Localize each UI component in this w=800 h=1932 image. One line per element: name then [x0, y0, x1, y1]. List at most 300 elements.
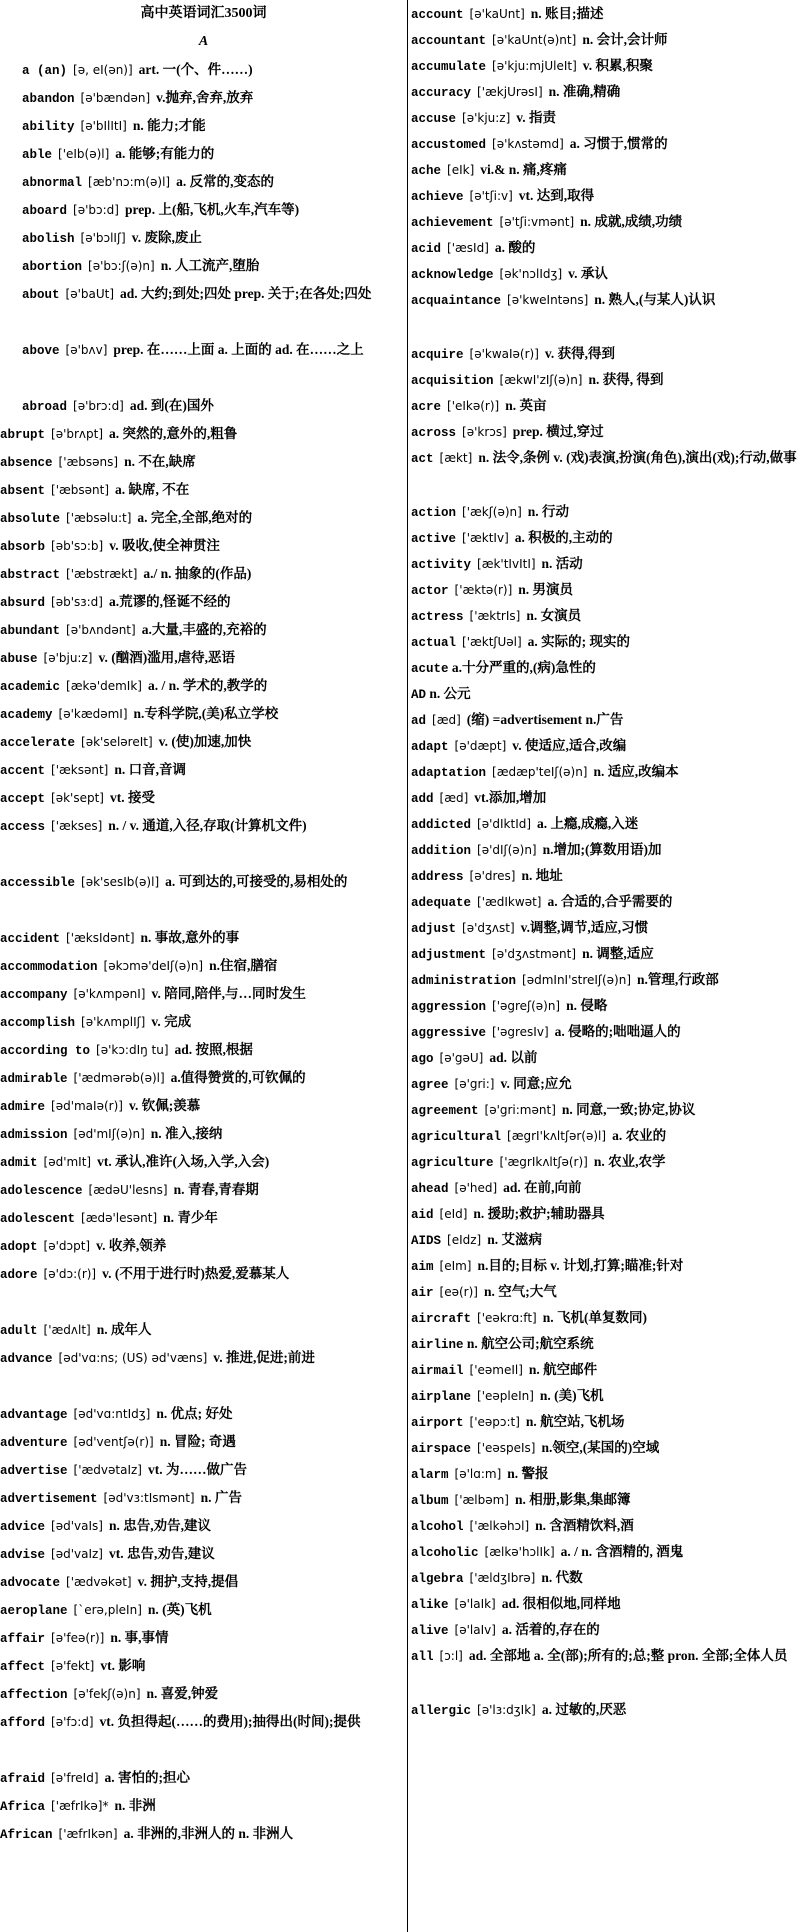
- entry-phonetic: [ælkə'hɔlIk]: [484, 1545, 555, 1559]
- entry-phonetic: [ə'kweIntəns]: [507, 293, 589, 307]
- entry-word: actual: [411, 636, 457, 650]
- entry-word: advocate: [0, 1576, 61, 1590]
- entry-definition: n. 航空公司;航空系统: [466, 1336, 594, 1351]
- entry-word: affection: [0, 1688, 68, 1702]
- entry-phonetic: ['æfrIkən]: [58, 1827, 118, 1841]
- dictionary-entry: [411, 1538, 800, 1564]
- entry-word: alive: [411, 1624, 449, 1638]
- dictionary-entry: [0, 1064, 407, 1092]
- entry-definition: n. 准入,接纳: [150, 1126, 223, 1141]
- entry-word: all: [411, 1650, 434, 1664]
- entry-definition: a. 上瘾,成瘾,入迷: [537, 816, 639, 831]
- entry-word: accustomed: [411, 138, 487, 152]
- entry-definition: n.住宿,膳宿: [209, 958, 278, 973]
- entry-definition: n. 援助;救护;辅助器具: [473, 1206, 605, 1221]
- entry-word: adult: [0, 1324, 38, 1338]
- entry-phonetic: [ə'baUt]: [65, 287, 115, 301]
- entry-definition: n. 获得, 得到: [588, 372, 664, 387]
- entry-word: adventure: [0, 1436, 68, 1450]
- entry-word: alcoholic: [411, 1546, 479, 1560]
- entry-word: ago: [411, 1052, 434, 1066]
- entry-definition: vi.& n. 痛,疼痛: [480, 162, 567, 177]
- dictionary-entry: [411, 286, 800, 340]
- entry-phonetic: ['ædmərəb(ə)l]: [73, 1071, 165, 1085]
- entry-definition: v. 吸收,使全神贯注: [109, 538, 220, 553]
- entry-definition: n. 人工流产,堕胎: [160, 258, 260, 273]
- dictionary-entry: [411, 130, 800, 156]
- entry-word: accent: [0, 764, 46, 778]
- dictionary-entry: [411, 914, 800, 940]
- entry-definition: a. 可到达的,可接受的,易相处的: [165, 874, 348, 889]
- entry-word: acquaintance: [411, 294, 502, 308]
- entry-phonetic: [ə'bIlItI]: [80, 119, 127, 133]
- entry-phonetic: [ə'kaUnt(ə)nt]: [492, 33, 577, 47]
- dictionary-entry: [0, 1036, 407, 1064]
- entry-word: aboard: [22, 204, 68, 218]
- dictionary-entry: [0, 1316, 407, 1344]
- entry-word: absorb: [0, 540, 46, 554]
- entry-word: accumulate: [411, 60, 487, 74]
- entry-phonetic: [ədmInI'streIʃ(ə)n]: [522, 973, 631, 987]
- dictionary-entry: [0, 924, 407, 952]
- entry-word: activity: [411, 558, 472, 572]
- entry-phonetic: [ə'lɑ:m]: [454, 1467, 502, 1481]
- entry-definition: n. 英亩: [505, 398, 547, 413]
- dictionary-entry: [411, 78, 800, 104]
- entry-definition: a. 过敏的,厌恶: [541, 1702, 627, 1717]
- dictionary-entry: [411, 940, 800, 966]
- entry-word: ahead: [411, 1182, 449, 1196]
- dictionary-entry: [411, 1696, 800, 1722]
- entry-definition: vt. 接受: [109, 790, 155, 805]
- entry-word: actress: [411, 610, 464, 624]
- entry-phonetic: [eIm]: [439, 1259, 472, 1273]
- dictionary-entry: [411, 156, 800, 182]
- entry-phonetic: [æb'nɔ:m(ə)l]: [88, 175, 171, 189]
- entry-word: air: [411, 1286, 434, 1300]
- entry-phonetic: [əd'vaIz]: [51, 1547, 103, 1561]
- entry-phonetic: [ə'kaUnt]: [469, 7, 525, 21]
- entry-phonetic: [ə'freId]: [51, 1771, 99, 1785]
- entry-definition: a. 能够;有能力的: [115, 146, 215, 161]
- entry-definition: n.管理,行政部: [637, 972, 719, 987]
- dictionary-entry: [411, 1590, 800, 1616]
- entry-phonetic: [ə'kʌstəmd]: [492, 137, 564, 151]
- dictionary-entry: [0, 1680, 407, 1708]
- entry-definition: n. 准确,精确: [548, 84, 621, 99]
- dictionary-entry: [411, 444, 800, 498]
- dictionary-entry: [0, 756, 407, 784]
- entry-word: aggression: [411, 1000, 487, 1014]
- dictionary-entry: [0, 1596, 407, 1624]
- dictionary-entry: [0, 812, 407, 868]
- entry-definition: vt. 影响: [100, 1658, 146, 1673]
- dictionary-entry: [411, 862, 800, 888]
- entry-word: academic: [0, 680, 61, 694]
- entry-word: aid: [411, 1208, 434, 1222]
- dictionary-entry: [411, 104, 800, 130]
- entry-word: addition: [411, 844, 472, 858]
- entry-phonetic: ['ælkəhɔl]: [469, 1519, 530, 1533]
- entry-definition: v. 积累,积聚: [582, 58, 653, 73]
- dictionary-entry: [411, 208, 800, 234]
- dictionary-entry: [411, 1642, 800, 1696]
- entry-definition: n. 警报: [507, 1466, 549, 1481]
- entry-phonetic: [əd'vɑ:ns; (US) əd'væns]: [58, 1351, 208, 1365]
- entry-definition: n. 相册,影集,集邮簿: [514, 1492, 631, 1507]
- dictionary-entry: [411, 1408, 800, 1434]
- dictionary-entry: [411, 784, 800, 810]
- entry-word: addicted: [411, 818, 472, 832]
- entry-phonetic: ['eəpleIn]: [477, 1389, 534, 1403]
- dictionary-entry: [411, 26, 800, 52]
- entry-phonetic: ['ækjUrəsI]: [477, 85, 543, 99]
- entry-phonetic: [ə'laIk]: [454, 1597, 496, 1611]
- entry-word: admirable: [0, 1072, 68, 1086]
- dictionary-entry: [0, 1232, 407, 1260]
- entry-phonetic: ['æktIv]: [462, 531, 509, 545]
- dictionary-entry: [411, 1018, 800, 1044]
- entry-word: aeroplane: [0, 1604, 68, 1618]
- entry-phonetic: [ækə'demIk]: [66, 679, 142, 693]
- dictionary-entry: [411, 836, 800, 862]
- dictionary-entry: [0, 1456, 407, 1484]
- entry-phonetic: [ə'bʌndənt]: [66, 623, 136, 637]
- dictionary-entry: [411, 1174, 800, 1200]
- entry-phonetic: [ə'feə(r)]: [51, 1631, 105, 1645]
- entry-word: abortion: [22, 260, 83, 274]
- dictionary-entry: [411, 1122, 800, 1148]
- entry-definition: v. (使)加速,加快: [158, 734, 252, 749]
- entry-phonetic: ['æfrIkə]*: [51, 1799, 109, 1813]
- entry-phonetic: ['ædvətaIz]: [73, 1463, 142, 1477]
- entry-word: agriculture: [411, 1156, 494, 1170]
- entry-definition: v. 陪同,陪伴,与…同时发生: [151, 986, 306, 1001]
- entry-definition: v.调整,调节,适应,习惯: [520, 920, 649, 935]
- entry-word: administration: [411, 974, 517, 988]
- dictionary-entry: [0, 1792, 407, 1820]
- dictionary-entry: [0, 1652, 407, 1680]
- entry-definition: ad. 按照,根据: [174, 1042, 253, 1057]
- dictionary-entry: [0, 1204, 407, 1232]
- entry-definition: n. (英)飞机: [147, 1602, 212, 1617]
- entry-word: address: [411, 870, 464, 884]
- entry-phonetic: [eə(r)]: [439, 1285, 478, 1299]
- entry-phonetic: [əd'vaIs]: [51, 1519, 103, 1533]
- entry-definition: vt. 负担得起(……的费用);抽得出(时间);提供: [99, 1714, 361, 1729]
- dictionary-entry: [0, 1568, 407, 1596]
- entry-definition: n. 代数: [541, 1570, 583, 1585]
- entry-definition: a. 突然的,意外的,粗鲁: [109, 426, 238, 441]
- entry-definition: n. 事,事情: [110, 1630, 169, 1645]
- dictionary-entry: [411, 706, 800, 732]
- entry-definition: a. 侵略的;咄咄逼人的: [554, 1024, 681, 1039]
- entry-word: accessible: [0, 876, 76, 890]
- entry-word: achieve: [411, 190, 464, 204]
- dictionary-entry: [0, 1820, 407, 1848]
- entry-word: across: [411, 426, 457, 440]
- entry-phonetic: [ə'fekt]: [51, 1659, 95, 1673]
- entry-word: accuse: [411, 112, 457, 126]
- dictionary-entry: [0, 112, 407, 140]
- entry-word: adjustment: [411, 948, 487, 962]
- entry-phonetic: ['eəmeIl]: [469, 1363, 523, 1377]
- entry-word: adaptation: [411, 766, 487, 780]
- entry-word: accelerate: [0, 736, 76, 750]
- dictionary-entry: [411, 1512, 800, 1538]
- entry-phonetic: [əkɔmə'deIʃ(ə)n]: [103, 959, 204, 973]
- dictionary-entry: [0, 336, 407, 392]
- entry-definition: v. (不用于进行时)热爱,爱慕某人: [102, 1266, 290, 1281]
- entry-definition: v. 同意;应允: [500, 1076, 572, 1091]
- dictionary-entry: [411, 1564, 800, 1590]
- entry-definition: n. 熟人,(与某人)认识: [594, 292, 716, 307]
- entry-definition: (缩) =advertisement n.广告: [466, 712, 624, 727]
- entry-definition: n. 口音,音调: [114, 762, 186, 777]
- entry-definition: vt.添加,增加: [474, 790, 547, 805]
- dictionary-entry: [411, 1278, 800, 1304]
- entry-definition: a. / n. 学术的,教学的: [147, 678, 268, 693]
- entry-definition: n. 法令,条例 v. (戏)表演,扮演(角色),演出(戏);行动,做事: [478, 450, 797, 465]
- entry-definition: n. 空气;大气: [483, 1284, 557, 1299]
- entry-word: accept: [0, 792, 46, 806]
- entry-phonetic: [əd'mIt]: [43, 1155, 92, 1169]
- entry-phonetic: [ək'seləreIt]: [81, 735, 153, 749]
- entry-word: affect: [0, 1660, 46, 1674]
- entry-word: advantage: [0, 1408, 68, 1422]
- entry-definition: v. 钦佩;羡慕: [128, 1098, 201, 1113]
- dictionary-entry: [411, 340, 800, 366]
- entry-word: active: [411, 532, 457, 546]
- entry-word: advertisement: [0, 1492, 98, 1506]
- entry-definition: n. 女演员: [526, 608, 582, 623]
- entry-phonetic: ['æktə(r)]: [454, 583, 513, 597]
- entry-phonetic: ['eəpɔ:t]: [469, 1415, 520, 1429]
- entry-phonetic: [ə'bɔlIʃ]: [80, 231, 126, 245]
- dictionary-entry: [0, 1260, 407, 1316]
- entry-word: access: [0, 820, 46, 834]
- entry-definition: v. (酗酒)滥用,虐待,恶语: [98, 650, 235, 665]
- entry-definition: n. 忠告,劝告,建议: [108, 1518, 211, 1533]
- entry-definition: n. 冒险; 奇遇: [159, 1434, 236, 1449]
- entry-phonetic: [ə'gəU]: [439, 1051, 484, 1065]
- entry-word: acknowledge: [411, 268, 494, 282]
- entry-phonetic: [ə'brʌpt]: [51, 427, 104, 441]
- entry-phonetic: [ək'nɔlIdʒ]: [499, 267, 563, 281]
- entry-word: about: [22, 288, 60, 302]
- entry-phonetic: [ə'bɔ:d]: [73, 203, 119, 217]
- entry-phonetic: ['ægrIkʌltʃə(r)]: [499, 1155, 588, 1169]
- entry-phonetic: ['æbstrækt]: [66, 567, 138, 581]
- entry-word: ad: [411, 714, 427, 728]
- entry-definition: v. 获得,得到: [544, 346, 616, 361]
- entry-phonetic: ['eIkə(r)]: [447, 399, 500, 413]
- entry-definition: a. 害怕的;担心: [104, 1770, 190, 1785]
- dictionary-entry: [0, 1344, 407, 1400]
- entry-phonetic: [ə, eI(ən)]: [73, 63, 133, 77]
- entry-definition: a. 实际的; 现实的: [527, 634, 631, 649]
- dictionary-entry: [411, 888, 800, 914]
- entry-definition: vt. 承认,准许(入场,入学,入会): [97, 1154, 270, 1169]
- dictionary-entry: [411, 1382, 800, 1408]
- entry-word: afford: [0, 1716, 46, 1730]
- entry-word: actor: [411, 584, 449, 598]
- entry-phonetic: [ə'bju:z]: [43, 651, 93, 665]
- entry-word: adore: [0, 1268, 38, 1282]
- entry-definition: a./ n. 抽象的(作品): [143, 566, 252, 581]
- entry-definition: prep. 在……上面 a. 上面的 ad. 在……之上: [113, 342, 364, 357]
- entry-word: a (an): [22, 64, 68, 78]
- entry-definition: a.荒谬的,怪诞不经的: [108, 594, 231, 609]
- entry-definition: v. 完成: [151, 1014, 192, 1029]
- dictionary-entry: [0, 224, 407, 252]
- dictionary-entry: [0, 168, 407, 196]
- entry-definition: n. 不在,缺席: [124, 454, 196, 469]
- dictionary-entry: [0, 1008, 407, 1036]
- entry-definition: n. 航空邮件: [528, 1362, 598, 1377]
- entry-definition: a. 合适的,合乎需要的: [547, 894, 673, 909]
- entry-word: airplane: [411, 1390, 472, 1404]
- entry-word: abstract: [0, 568, 61, 582]
- entry-word: alcohol: [411, 1520, 464, 1534]
- left-column: [0, 0, 407, 1848]
- dictionary-entry: [0, 84, 407, 112]
- entry-word: abuse: [0, 652, 38, 666]
- entry-word: acid: [411, 242, 442, 256]
- entry-word: accommodation: [0, 960, 98, 974]
- dictionary-entry: [411, 550, 800, 576]
- entry-phonetic: [ə'gri:mənt]: [484, 1103, 556, 1117]
- entry-word: advertise: [0, 1464, 68, 1478]
- entry-definition: v. 推进,促进;前进: [213, 1350, 315, 1365]
- dictionary-entry: [411, 0, 800, 26]
- entry-definition: n. 能力;才能: [132, 118, 206, 133]
- dictionary-entry: [411, 1070, 800, 1096]
- dictionary-entry: [411, 498, 800, 524]
- entry-phonetic: [ə'fɔ:d]: [51, 1715, 94, 1729]
- entry-phonetic: ['əgresIv]: [492, 1025, 549, 1039]
- dictionary-entry: [0, 1708, 407, 1764]
- entry-definition: n. 地址: [521, 868, 563, 883]
- entry-word: album: [411, 1494, 449, 1508]
- entry-definition: vt. 达到,取得: [518, 188, 595, 203]
- entry-definition: n. 优点; 好处: [156, 1406, 233, 1421]
- dictionary-entry: [411, 680, 800, 706]
- right-entry-list: [411, 0, 800, 1722]
- entry-word: adjust: [411, 922, 457, 936]
- entry-word: admire: [0, 1100, 46, 1114]
- dictionary-entry: [411, 260, 800, 286]
- entry-word: airline: [411, 1338, 464, 1352]
- entry-word: acquisition: [411, 374, 494, 388]
- dictionary-entry: [0, 700, 407, 728]
- dictionary-entry: [0, 784, 407, 812]
- entry-definition: a. 非洲的,非洲人的 n. 非洲人: [123, 1826, 294, 1841]
- entry-definition: v. 指责: [516, 110, 557, 125]
- entry-definition: ad. 大约;到处;四处 prep. 关于;在各处;四处: [120, 286, 372, 301]
- entry-phonetic: [eIk]: [447, 163, 475, 177]
- entry-definition: n. 艾滋病: [487, 1232, 542, 1247]
- dictionary-entry: [411, 1304, 800, 1330]
- dictionary-entry: [0, 1624, 407, 1652]
- dictionary-entry: [411, 1096, 800, 1122]
- entry-word: agricultural: [411, 1130, 502, 1144]
- entry-word: accountant: [411, 34, 487, 48]
- entry-word: academy: [0, 708, 53, 722]
- dictionary-entry: [0, 448, 407, 476]
- dictionary-entry: [0, 196, 407, 224]
- entry-phonetic: ['ædʌlt]: [43, 1323, 91, 1337]
- entry-word: aggressive: [411, 1026, 487, 1040]
- dictionary-entry: [0, 1428, 407, 1456]
- entry-phonetic: [ə'gri:]: [454, 1077, 495, 1091]
- entry-definition: n. 喜爱,钟爱: [146, 1686, 219, 1701]
- entry-definition: n.目的;目标 v. 计划,打算;瞄准;针对: [477, 1258, 684, 1273]
- entry-word: above: [22, 344, 60, 358]
- entry-word: advance: [0, 1352, 53, 1366]
- entry-word: ability: [22, 120, 75, 134]
- entry-word: advice: [0, 1520, 46, 1534]
- entry-phonetic: [əd'mIʃ(ə)n]: [73, 1127, 145, 1141]
- entry-word: algebra: [411, 1572, 464, 1586]
- entry-definition: prep. 上(船,飞机,火车,汽车等): [124, 202, 300, 217]
- entry-definition: a. 反常的,变态的: [176, 174, 274, 189]
- dictionary-entry: [411, 234, 800, 260]
- entry-phonetic: ['æktrIs]: [469, 609, 521, 623]
- entry-definition: a. 缺席, 不在: [115, 482, 190, 497]
- entry-word: act: [411, 452, 434, 466]
- dictionary-entry: [411, 576, 800, 602]
- dictionary-entry: [0, 392, 407, 420]
- dictionary-entry: [0, 868, 407, 924]
- entry-phonetic: [ə'brɔ:d]: [73, 399, 124, 413]
- entry-word: aim: [411, 1260, 434, 1274]
- entry-word: adequate: [411, 896, 472, 910]
- entry-word: agreement: [411, 1104, 479, 1118]
- entry-word: advise: [0, 1548, 46, 1562]
- dictionary-entry: [411, 628, 800, 654]
- entry-word: action: [411, 506, 457, 520]
- entry-word: according to: [0, 1044, 91, 1058]
- dictionary-entry: [411, 52, 800, 78]
- entry-phonetic: [ə'hed]: [454, 1181, 498, 1195]
- entry-word: absence: [0, 456, 53, 470]
- entry-phonetic: [ɔ:l]: [439, 1649, 463, 1663]
- entry-definition: a. 积极的,主动的: [514, 530, 613, 545]
- entry-phonetic: [əd'maIə(r)]: [51, 1099, 123, 1113]
- entry-phonetic: [ə'bʌv]: [65, 343, 108, 357]
- entry-definition: n.领空,(某国的)空域: [541, 1440, 660, 1455]
- entry-phonetic: [ə'dʒʌstmənt]: [492, 947, 577, 961]
- entry-phonetic: [ə'kʌmplIʃ]: [81, 1015, 146, 1029]
- entry-phonetic: ['ædvəkət]: [66, 1575, 132, 1589]
- entry-word: able: [22, 148, 53, 162]
- entry-definition: vt. 忠告,劝告,建议: [108, 1546, 215, 1561]
- entry-definition: n. 适应,改编本: [593, 764, 679, 779]
- entry-definition: n. 飞机(单复数同): [542, 1310, 647, 1325]
- dictionary-entry: [411, 418, 800, 444]
- entry-phonetic: [ə'dɔ:(r)]: [43, 1267, 97, 1281]
- entry-phonetic: [æd]: [432, 713, 461, 727]
- dictionary-entry: [0, 1092, 407, 1120]
- entry-definition: n. 侵略: [566, 998, 608, 1013]
- entry-word: airmail: [411, 1364, 464, 1378]
- entry-definition: a.值得赞赏的,可钦佩的: [170, 1070, 306, 1085]
- entry-definition: n. 青春,青春期: [173, 1182, 259, 1197]
- entry-definition: n. 含酒精饮料,酒: [535, 1518, 634, 1533]
- entry-definition: n. 非洲: [114, 1798, 156, 1813]
- page-title: 高中英语词汇3500词: [140, 6, 267, 21]
